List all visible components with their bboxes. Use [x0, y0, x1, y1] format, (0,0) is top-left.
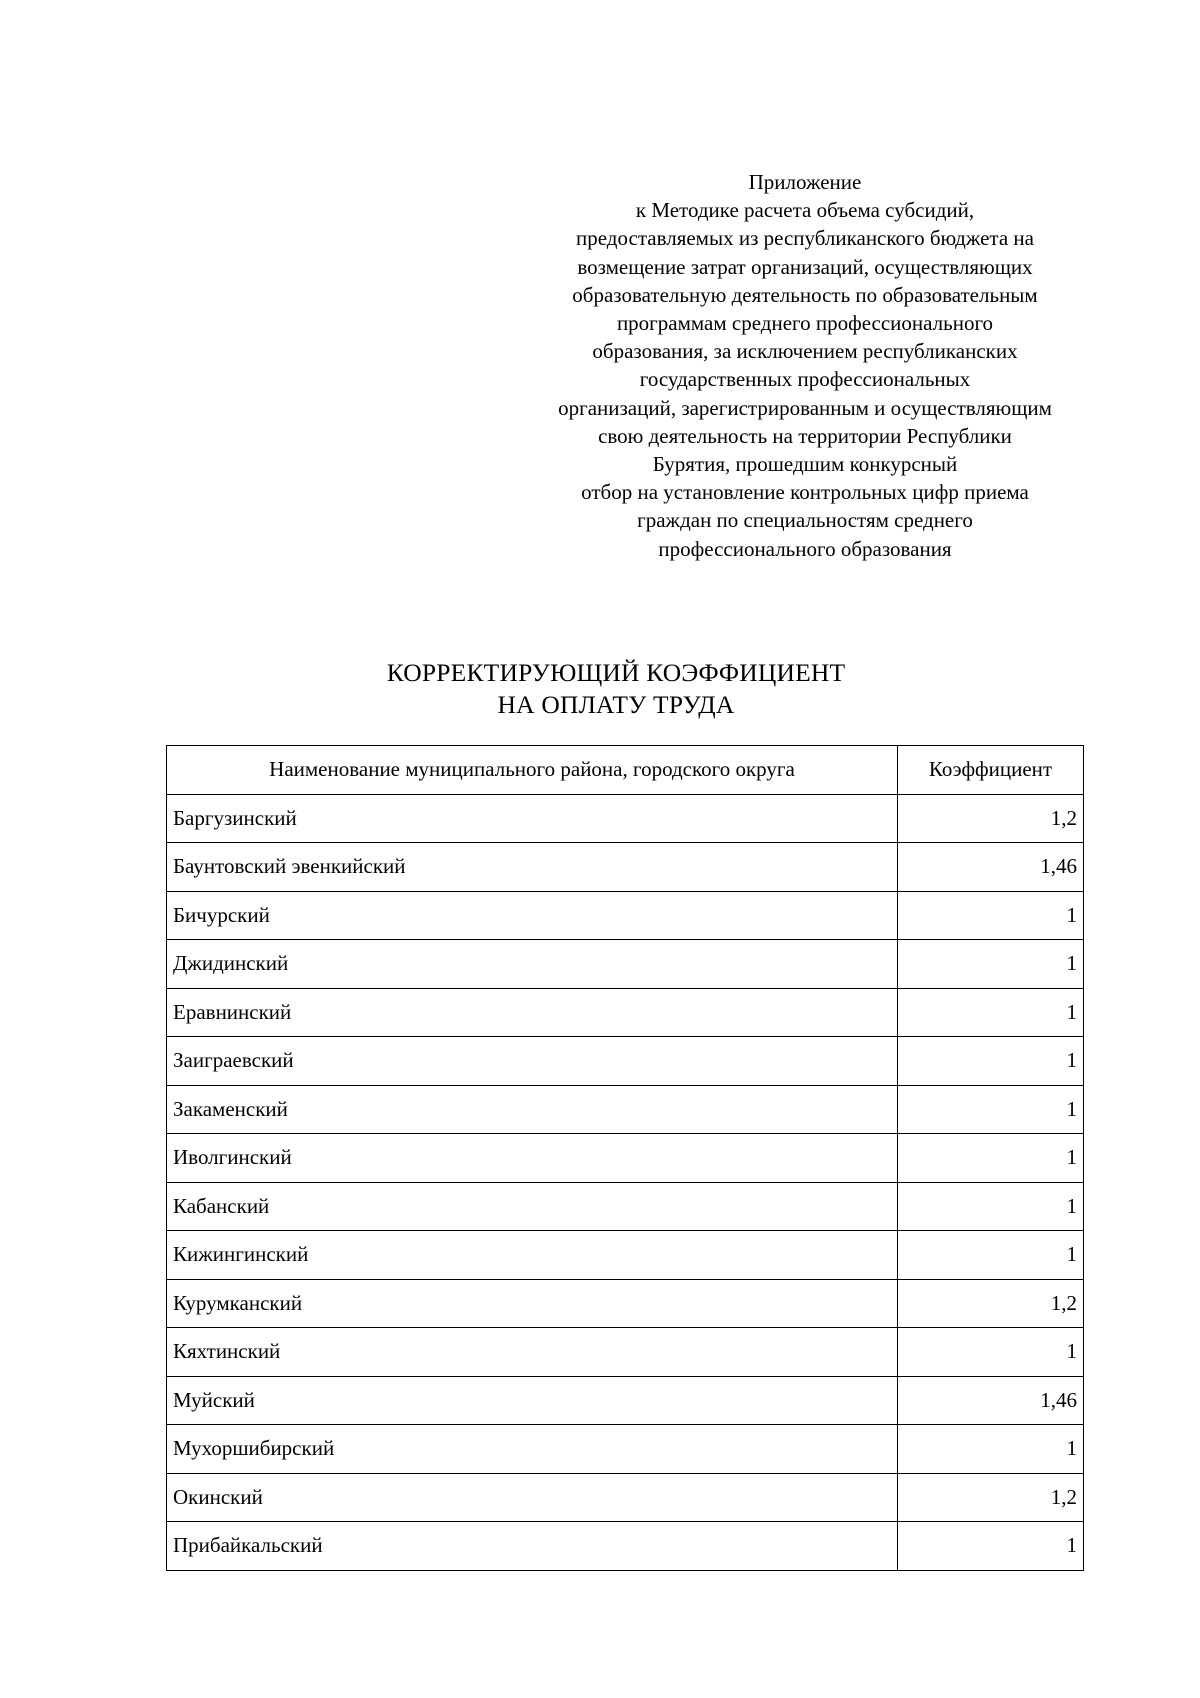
annex-line: граждан по специальностям среднего: [637, 508, 973, 533]
table-row: [167, 843, 1084, 892]
document-title: [152, 657, 1080, 721]
table-row: [167, 988, 1084, 1037]
coefficient-value: 1: [898, 891, 1084, 940]
district-name: Закаменский: [167, 1085, 898, 1134]
header-coefficient: Коэффициент: [898, 746, 1084, 795]
coefficient-value: 1,2: [898, 1279, 1084, 1328]
coefficient-value: 1: [898, 1182, 1084, 1231]
table-row: [167, 1037, 1084, 1086]
district-name: Баргузинский: [167, 794, 898, 843]
table-row: [167, 794, 1084, 843]
district-name: Еравнинский: [167, 988, 898, 1037]
coefficient-value: 1: [898, 988, 1084, 1037]
district-name: Кижингинский: [167, 1231, 898, 1280]
table-row: [167, 1522, 1084, 1571]
district-name: Иволгинский: [167, 1134, 898, 1183]
coefficient-value: 1,46: [898, 1376, 1084, 1425]
annex-line: предоставляемых из республиканского бюджета на: [576, 226, 1034, 251]
annex-line: Бурятия, прошедшим конкурсный: [652, 452, 958, 477]
district-name: Кяхтинский: [167, 1328, 898, 1377]
annex-line: отбор на установление контрольных цифр приема: [581, 480, 1029, 505]
coefficient-value: 1: [898, 1328, 1084, 1377]
coefficient-value: 1: [898, 1134, 1084, 1183]
district-name: Баунтовский эвенкийский: [167, 843, 898, 892]
coefficient-value: 1: [898, 1425, 1084, 1474]
table-row: [167, 891, 1084, 940]
district-name: Бичурский: [167, 891, 898, 940]
coefficient-value: 1: [898, 1522, 1084, 1571]
table-row: [167, 1376, 1084, 1425]
header-district-name: Наименование муниципального района, городского округа: [167, 746, 898, 795]
annex-line: программам среднего профессионального: [616, 311, 994, 336]
table-header-row: [167, 746, 1084, 795]
annex-line: организаций, зарегистрированным и осуществляющим: [558, 395, 1052, 420]
annex-line: образования, за исключением республиканских: [592, 339, 1018, 364]
table-row: [167, 1134, 1084, 1183]
table-row: [167, 1182, 1084, 1231]
district-name: Мухоршибирский: [167, 1425, 898, 1474]
coefficient-table: [166, 745, 1084, 1571]
district-name: Джидинский: [167, 940, 898, 989]
annex-line: государственных профессиональных: [639, 367, 971, 392]
annex-line: свою деятельность на территории Республики: [598, 423, 1012, 448]
table-row: [167, 1328, 1084, 1377]
table-row: [167, 1085, 1084, 1134]
annex-block: [515, 168, 1095, 563]
coefficient-value: 1: [898, 1085, 1084, 1134]
table-row: [167, 1473, 1084, 1522]
district-name: Муйский: [167, 1376, 898, 1425]
coefficient-value: 1: [898, 1231, 1084, 1280]
district-name: Окинский: [167, 1473, 898, 1522]
annex-line: Приложение: [748, 170, 862, 194]
district-name: Кабанский: [167, 1182, 898, 1231]
table-row: [167, 1279, 1084, 1328]
title-line-1: КОРРЕКТИРУЮЩИЙ КОЭФФИЦИЕНТ: [386, 658, 846, 687]
district-name: Прибайкальский: [167, 1522, 898, 1571]
table-row: [167, 1425, 1084, 1474]
table-row: [167, 940, 1084, 989]
coefficient-value: 1,2: [898, 1473, 1084, 1522]
annex-line: профессионального образования: [658, 536, 952, 561]
annex-line: образовательную деятельность по образовательным: [572, 282, 1038, 307]
annex-line: возмещение затрат организаций, осуществляющих: [577, 254, 1033, 279]
coefficient-value: 1,46: [898, 843, 1084, 892]
district-name: Курумканский: [167, 1279, 898, 1328]
coefficient-value: 1,2: [898, 794, 1084, 843]
coefficient-value: 1: [898, 940, 1084, 989]
annex-line: к Методике расчета объема субсидий,: [635, 198, 975, 223]
district-name: Заиграевский: [167, 1037, 898, 1086]
table-row: [167, 1231, 1084, 1280]
coefficient-value: 1: [898, 1037, 1084, 1086]
title-line-2: НА ОПЛАТУ ТРУДА: [497, 690, 735, 719]
